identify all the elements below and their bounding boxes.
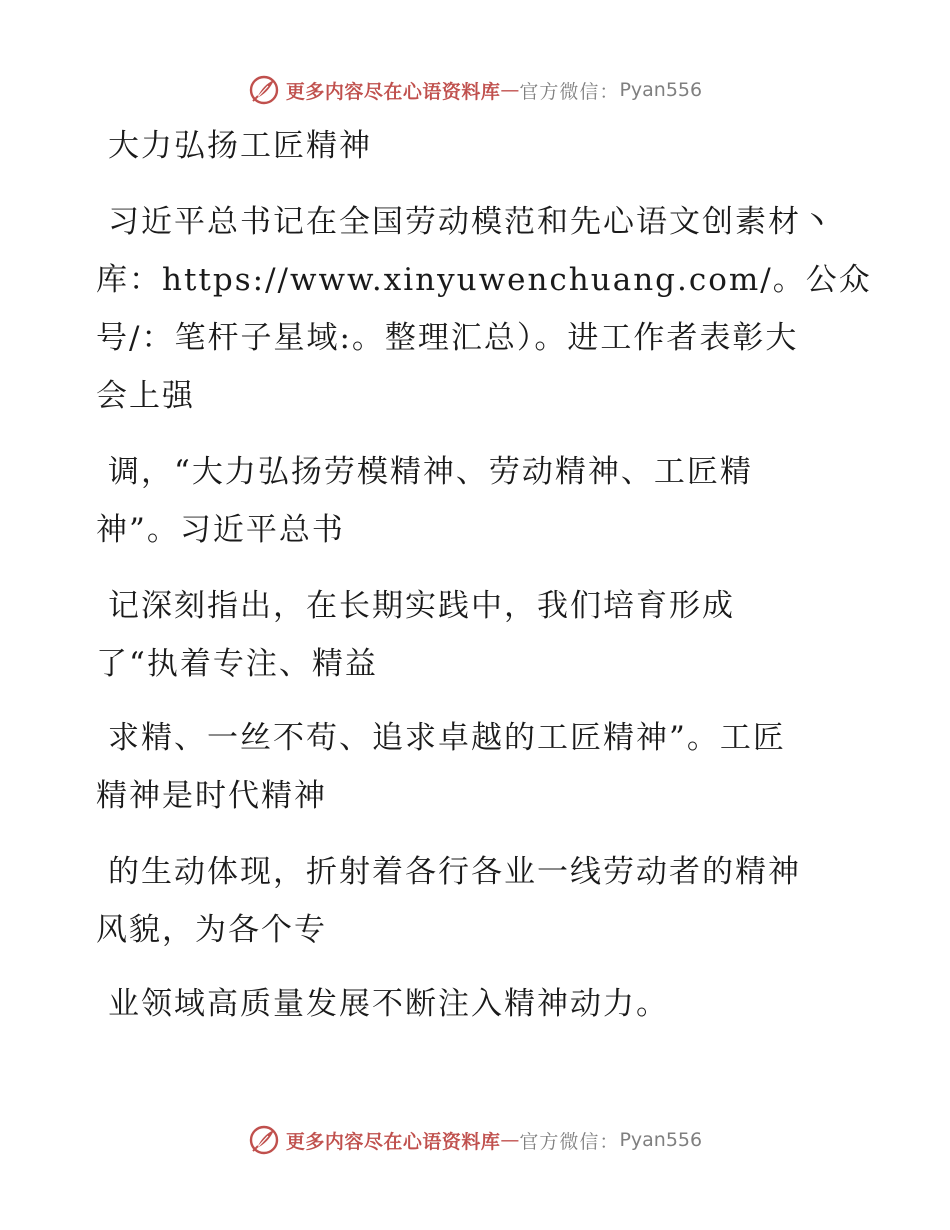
paragraph-line: 号/：笔杆子星域:。整理汇总）。进工作者表彰大 [96, 320, 799, 356]
paragraph-line: 求精、一丝不苟、追求卓越的工匠精神”。工匠 [108, 720, 786, 756]
watermark-wechat-label: 官方微信： [519, 1130, 620, 1153]
watermark-wechat-id: Pyan556 [619, 1129, 703, 1151]
watermark-wechat-id: Pyan556 [619, 79, 703, 101]
document-title: 大力弘扬工匠精神 [108, 128, 372, 164]
paragraph-line: 业领域高质量发展不断注入精神动力。 [108, 986, 669, 1022]
watermark-wechat-label: 官方微信： [519, 80, 620, 103]
paragraph-line: 记深刻指出，在长期实践中，我们培育形成 [108, 588, 735, 624]
paragraph-line: 神”。习近平总书 [96, 512, 345, 548]
watermark-brand: 更多内容尽在心语资料库 [285, 80, 501, 103]
watermark-brand: 更多内容尽在心语资料库 [285, 1130, 501, 1153]
watermark-dash: — [500, 79, 520, 101]
feather-pen-logo-icon [248, 74, 280, 106]
feather-pen-logo-icon [248, 1124, 280, 1156]
paragraph-line: 库：https://www.xinyuwenchuang.com/。公众 [96, 262, 872, 298]
paragraph-line: 精神是时代精神 [96, 778, 327, 814]
paragraph-line: 习近平总书记在全国劳动模范和先心语文创素材丶 [108, 204, 834, 240]
watermark-dash: — [500, 1129, 520, 1151]
paragraph-line: 会上强 [96, 378, 195, 414]
paragraph-line: 调，“大力弘扬劳模精神、劳动精神、工匠精 [108, 454, 753, 490]
header-watermark [0, 70, 950, 110]
paragraph-line: 了“执着专注、精益 [96, 646, 378, 682]
paragraph-line: 风貌，为各个专 [96, 912, 327, 948]
paragraph-line: 的生动体现，折射着各行各业一线劳动者的精神 [108, 854, 801, 890]
footer-watermark [0, 1120, 950, 1160]
